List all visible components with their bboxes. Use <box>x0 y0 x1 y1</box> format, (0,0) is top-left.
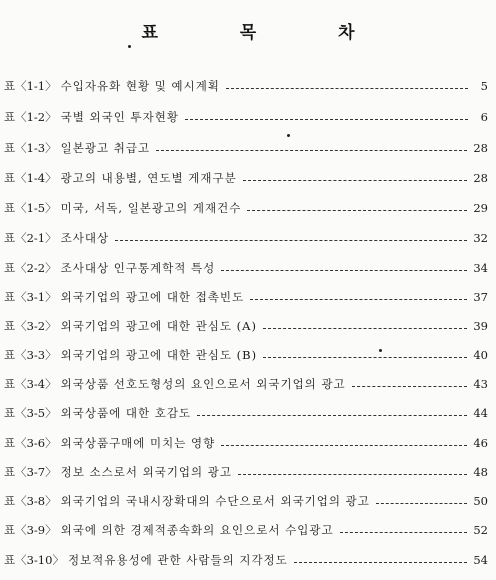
table-number: 표〈3-7〉 <box>4 465 57 479</box>
dotted-leader <box>221 445 467 446</box>
toc-entry[interactable] <box>4 198 488 218</box>
toc-entry[interactable] <box>4 491 488 511</box>
table-caption: 정보적유용성에 관한 사람들의 지각정도 <box>67 553 288 567</box>
toc-entry[interactable] <box>4 107 488 127</box>
page-number: 29 <box>473 201 488 215</box>
toc-entry[interactable] <box>4 316 488 336</box>
toc-entry[interactable] <box>4 138 488 158</box>
toc-entry[interactable] <box>4 462 488 482</box>
page-number: 46 <box>473 436 488 450</box>
dotted-leader <box>263 328 467 329</box>
dotted-leader <box>238 474 467 475</box>
page-number: 32 <box>473 231 488 245</box>
page-number: 50 <box>473 494 488 508</box>
table-caption: 일본광고 취급고 <box>60 141 151 155</box>
table-number: 표〈3-10〉 <box>4 553 64 567</box>
table-caption: 외국기업의 광고에 대한 관심도 (B) <box>60 348 258 362</box>
dotted-leader <box>294 562 468 563</box>
dotted-leader <box>247 210 467 211</box>
table-caption: 정보 소스로서 외국기업의 광고 <box>60 465 233 479</box>
table-number: 표〈1-2〉 <box>4 110 57 124</box>
toc-entry[interactable] <box>4 550 488 570</box>
toc-entry[interactable] <box>4 228 488 248</box>
dotted-leader <box>226 88 468 89</box>
dotted-leader <box>156 150 467 151</box>
dotted-leader <box>352 386 468 387</box>
dotted-leader <box>115 240 467 241</box>
table-number: 표〈3-4〉 <box>4 377 57 391</box>
toc-entry[interactable] <box>4 287 488 307</box>
table-caption: 국별 외국인 투자현황 <box>60 110 179 124</box>
table-number: 표〈3-1〉 <box>4 290 57 304</box>
table-caption: 수입자유화 현황 및 예시계획 <box>60 79 220 93</box>
dotted-leader <box>221 270 467 271</box>
table-caption: 외국상품에 대한 호감도 <box>60 406 192 420</box>
page-number: 6 <box>480 110 488 124</box>
table-caption: 외국기업의 광고에 대한 접촉빈도 <box>60 290 245 304</box>
toc-entry[interactable] <box>4 403 488 423</box>
table-number: 표〈1-3〉 <box>4 141 57 155</box>
page-number: 43 <box>473 377 488 391</box>
page-number: 52 <box>473 523 488 537</box>
table-caption: 광고의 내용별, 연도별 게재구분 <box>60 171 237 185</box>
page-number: 48 <box>473 465 488 479</box>
dotted-leader <box>250 299 467 300</box>
table-number: 표〈3-6〉 <box>4 436 57 450</box>
table-number: 표〈2-2〉 <box>4 261 57 275</box>
page-number: 5 <box>480 79 488 93</box>
toc-entry[interactable] <box>4 374 488 394</box>
table-caption: 외국기업의 광고에 대한 관심도 (A) <box>60 319 257 333</box>
toc-entry[interactable] <box>4 258 488 278</box>
page-title: 표 목 차 <box>141 23 393 43</box>
dotted-leader <box>340 532 468 533</box>
page-number: 54 <box>473 553 488 567</box>
page-number: 28 <box>473 141 488 155</box>
toc-entry[interactable] <box>4 520 488 540</box>
table-caption: 외국기업의 국내시장확대의 수단으로서 외국기업의 광고 <box>60 494 370 508</box>
dotted-leader <box>197 415 467 416</box>
toc-entry[interactable] <box>4 433 488 453</box>
table-caption: 미국, 서독, 일본광고의 게재건수 <box>60 201 242 215</box>
page-number: 28 <box>473 171 488 185</box>
table-caption: 외국상품구매에 미치는 영향 <box>60 436 216 450</box>
table-number: 표〈3-3〉 <box>4 348 57 362</box>
table-number: 표〈3-8〉 <box>4 494 57 508</box>
page-number: 40 <box>473 348 488 362</box>
toc-entry[interactable] <box>4 345 488 365</box>
dotted-leader <box>243 180 468 181</box>
toc-entry[interactable] <box>4 76 488 96</box>
page-number: 39 <box>473 319 488 333</box>
toc-entry[interactable] <box>4 168 488 188</box>
speck-mark <box>287 134 290 137</box>
table-number: 표〈3-2〉 <box>4 319 57 333</box>
table-caption: 외국에 의한 경제적종속화의 요인으로서 수입광고 <box>60 523 334 537</box>
table-caption: 조사대상 <box>60 231 110 245</box>
table-caption: 조사대상 인구통계학적 특성 <box>60 261 216 275</box>
dotted-leader <box>185 119 468 120</box>
page-number: 37 <box>473 290 488 304</box>
table-number: 표〈3-5〉 <box>4 406 57 420</box>
page-number: 34 <box>473 261 488 275</box>
dotted-leader <box>263 357 467 358</box>
table-number: 표〈2-1〉 <box>4 231 57 245</box>
dotted-leader <box>376 503 467 504</box>
table-caption: 외국상품 선호도형성의 요인으로서 외국기업의 광고 <box>60 377 346 391</box>
speck-mark <box>128 45 131 48</box>
table-number: 표〈3-9〉 <box>4 523 57 537</box>
page-number: 44 <box>473 406 488 420</box>
table-number: 표〈1-4〉 <box>4 171 57 185</box>
table-number: 표〈1-1〉 <box>4 79 57 93</box>
table-number: 표〈1-5〉 <box>4 201 57 215</box>
